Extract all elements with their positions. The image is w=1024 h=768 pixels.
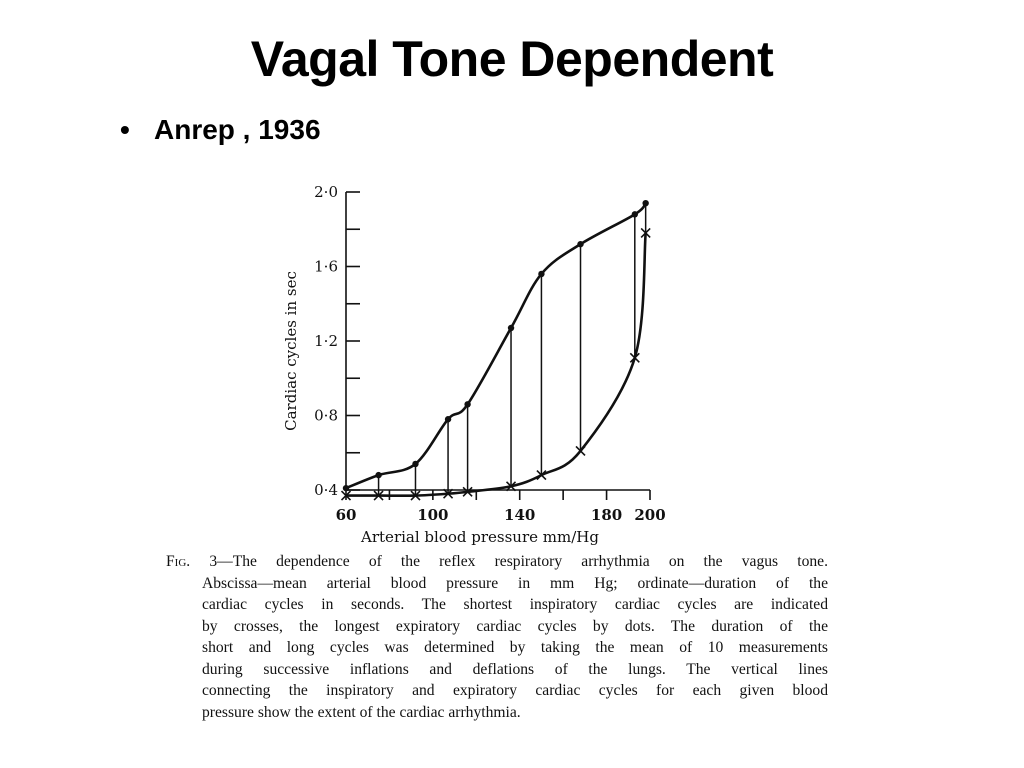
caption-line-text: 3—The dependence of the reflex respiratory arrhythmia on the vagus tone.	[209, 553, 828, 570]
slide-title: Vagal Tone Dependent	[250, 31, 774, 87]
dot-marker	[375, 472, 381, 478]
dot-marker	[343, 485, 349, 491]
x-tick-label: 100	[417, 506, 449, 524]
caption-line: Abscissa—mean arterial blood pressure in mm Hg; ordinate—duration of the	[202, 574, 828, 592]
caption-line: by crosses, the longest expiratory cardiac cycles by dots. The duration of the	[202, 617, 828, 635]
caption-line: pressure show the extent of the cardiac arrhythmia.	[202, 703, 521, 721]
dot-marker	[538, 271, 544, 277]
x-tick-label: 140	[504, 506, 536, 524]
inspiratory-curve	[346, 233, 646, 496]
dot-marker	[445, 416, 451, 422]
x-tick-label: 200	[634, 506, 666, 524]
x-tick-label: 60	[335, 506, 357, 524]
caption-line	[166, 551, 828, 573]
caption-line: cardiac cycles in seconds. The shortest inspiratory cardiac cycles are indicated	[202, 596, 828, 613]
series-curves	[346, 203, 646, 496]
x-tick-label: 180	[590, 506, 623, 524]
x-axis-title: Arterial blood pressure mm/Hg	[361, 528, 599, 546]
dot-marker	[412, 461, 418, 467]
dot-marker	[464, 401, 470, 407]
dot-marker	[642, 200, 648, 206]
bullet-text: Anrep , 1936	[154, 114, 321, 145]
bullet-symbol: •	[120, 114, 130, 145]
series-markers	[342, 200, 651, 500]
caption-line: connecting the inspiratory and expiratory cardiac cycles for each given blood	[202, 682, 828, 699]
y-axis-title: Cardiac cycles in sec	[282, 271, 300, 431]
vertical-connectors	[379, 203, 646, 495]
dot-marker	[632, 211, 638, 217]
expiratory-curve	[346, 203, 646, 488]
y-tick-label: 1·6	[314, 257, 338, 276]
y-tick-label: 1·2	[314, 332, 338, 350]
caption-line: during successive inflations and deflations of the lungs. The vertical lines	[202, 660, 828, 678]
dot-marker	[577, 241, 583, 247]
y-tick-label: 0·8	[314, 406, 338, 425]
figure-caption	[166, 551, 828, 723]
y-tick-label: 2·0	[314, 183, 338, 201]
chart-axes	[346, 192, 650, 500]
dot-marker	[508, 325, 514, 331]
figure-label: Fig.	[166, 553, 191, 570]
y-tick-label: 0·4	[314, 481, 338, 499]
caption-line: short and long cycles was determined by taking the mean of 10 measurements	[202, 639, 828, 656]
